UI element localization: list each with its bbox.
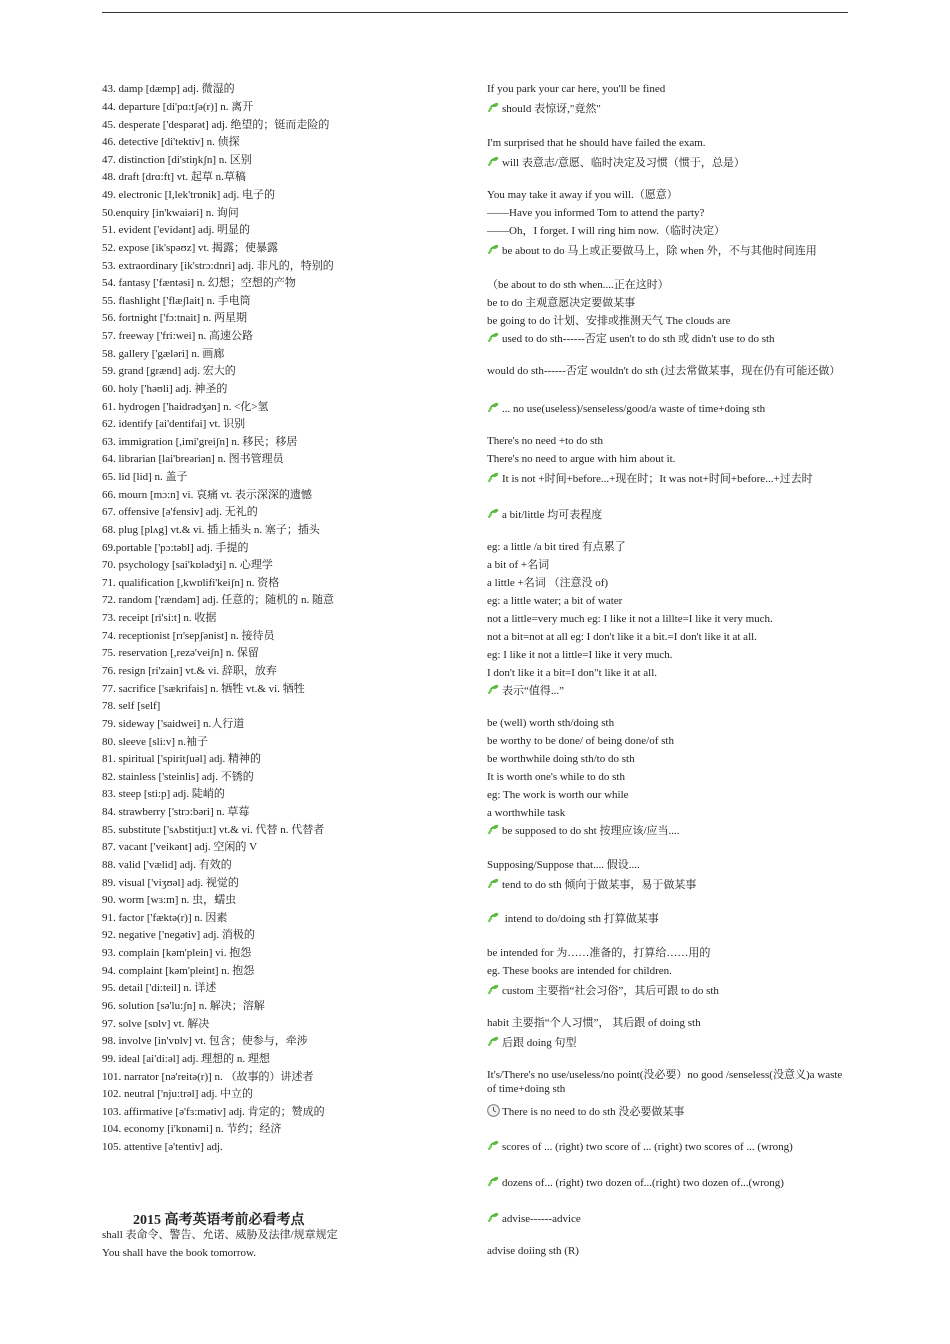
vocab-entry: 87. vacant ['veikənt] adj. 空闲的 V (102, 841, 258, 853)
leaf-bullet-icon (487, 1212, 499, 1223)
vocab-entry: 102. neutral ['nju:trəl] adj. 中立的 (102, 1088, 254, 1100)
note-line (487, 434, 849, 448)
vocab-entry: 89. visual ['viʒʊəl] adj. 视觉的 (102, 877, 239, 889)
note-text: eg: a little water; a bit of water (487, 595, 623, 607)
note-line (487, 594, 849, 608)
note-line (487, 878, 849, 892)
vocab-entry: 93. complain [kəm'plein] vi. 抱怨 (102, 947, 252, 959)
header-rule (102, 12, 848, 13)
note-text: be worthy to be done/ of being done/of sth (487, 735, 674, 747)
clock-icon (487, 1104, 500, 1117)
vocab-entry: 56. fortnight ['fɔ:tnait] n. 两星期 (102, 312, 247, 324)
note-text: ... no use(useless)/senseless/good/a waste of time+doing sth (502, 403, 766, 415)
note-text: should 表惊讶,"竟然" (502, 103, 601, 115)
shall-usage-line: shall 表命令、警告、允诺、威胁及法律/规章规定 (102, 1229, 338, 1241)
note-text: You may take it away if you will.（愿意） (487, 189, 678, 201)
note-line (487, 752, 849, 766)
note-text: There's no need +to do sth (487, 435, 604, 447)
note-line (487, 102, 849, 116)
note-line (487, 716, 849, 730)
note-text: 表示“值得...” (502, 685, 565, 697)
note-line (487, 788, 849, 802)
vocab-entry: 54. fantasy ['fæntəsi] n. 幻想；空想的产物 (102, 277, 296, 289)
note-line (487, 82, 849, 96)
leaf-bullet-icon (487, 824, 499, 835)
note-line (487, 612, 849, 626)
vocab-entry: 96. solution [sə'lu:ʃn] n. 解决；溶解 (102, 1000, 265, 1012)
note-line (487, 1244, 849, 1258)
vocab-entry: 81. spiritual ['spiritʃuəl] adj. 精神的 (102, 753, 262, 765)
note-line (487, 1104, 849, 1119)
vocab-entry: 57. freeway ['fri:wei] n. 高速公路 (102, 330, 254, 342)
note-line (487, 806, 849, 820)
vocab-entry: 76. resign [ri'zain] vt.& vi. 辞职，放弃 (102, 665, 277, 677)
note-text: be to do 主观意愿决定要做某事 (487, 297, 636, 309)
note-line (487, 1068, 849, 1096)
note-text: It is not +时间+before...+现在时；It was not+时间+before...+过去时 (502, 473, 813, 485)
note-line (487, 558, 849, 572)
note-text: be worthwhile doing sth/to do sth (487, 753, 635, 765)
vocab-entry: 43. damp [dæmp] adj. 微湿的 (102, 83, 235, 95)
vocab-entry: 103. affirmative [ə'fɜ:mətiv] adj. 肯定的；赞成的 (102, 1106, 325, 1118)
note-text: scores of ... (right) two score of ... (right) two scores of ... (wrong) (502, 1141, 793, 1153)
note-line (487, 1212, 849, 1226)
note-text: （be about to do sth when....正在这时） (487, 279, 669, 291)
note-line (487, 648, 849, 662)
note-text: It's/There's no use/useless/no point(没必要）no good /senseless(没意义)a waste of time+doing sth (487, 1069, 843, 1095)
note-line (487, 508, 849, 522)
note-text: be (well) worth sth/doing sth (487, 717, 615, 729)
note-line (487, 188, 849, 202)
vocab-entry: 44. departure [di'pɑ:tʃə(r)] n. 离开 (102, 101, 254, 113)
note-text: ——Have you informed Tom to attend the party? (487, 207, 705, 219)
vocab-entry: 48. draft [drɑ:ft] vt. 起草 n.草稿 (102, 171, 246, 183)
note-text: eg: a little /a bit tired 有点累了 (487, 541, 626, 553)
note-line (487, 1140, 849, 1154)
vocab-entry: 66. mourn [mɔ:n] vi. 哀痛 vt. 表示深深的遗憾 (102, 489, 312, 501)
vocab-entry: 105. attentive [ə'tentiv] adj. (102, 1141, 223, 1153)
note-line (487, 452, 849, 466)
vocab-entry: 49. electronic [I,lek'trɒnik] adj. 电子的 (102, 189, 275, 201)
vocab-entry: 98. involve [in'vɒlv] vt. 包含；使参与，牵涉 (102, 1035, 308, 1047)
vocab-entry: 92. negative ['negətiv] adj. 消极的 (102, 929, 255, 941)
vocab-entry: 70. psychology [sai'kɒlədʒi] n. 心理学 (102, 559, 273, 571)
vocab-entry: 72. random ['rændəm] adj. 任意的；随机的 n. 随意 (102, 594, 335, 606)
note-line (487, 770, 849, 784)
note-line (487, 912, 849, 926)
note-text: a bit of +名词 (487, 559, 550, 571)
note-line (487, 224, 849, 238)
vocab-entry: 45. desperate ['despərət] adj. 绝望的；铤而走险的 (102, 119, 330, 131)
note-text: habit 主要指“个人习惯”， 其后跟 of doing sth (487, 1017, 701, 1029)
note-text: eg. These books are intended for children. (487, 965, 672, 977)
note-line (487, 314, 849, 328)
note-line (487, 206, 849, 220)
vocab-entry: 64. librarian [lai'breəriən] n. 图书管理员 (102, 453, 284, 465)
vocab-entry: 58. gallery ['gæləri] n. 画廊 (102, 348, 225, 360)
vocab-entry: 51. evident ['evidənt] adj. 明显的 (102, 224, 251, 236)
note-text: ——Oh，I forget. I will ring him now.（临时决定） (487, 225, 726, 237)
vocab-entry: 62. identify [ai'dentifai] vt. 识别 (102, 418, 246, 430)
vocab-entry: 83. steep [sti:p] adj. 陡峭的 (102, 788, 225, 800)
note-line (487, 858, 849, 872)
note-text: a worthwhile task (487, 807, 566, 819)
note-line (487, 332, 849, 346)
vocab-entry: 55. flashlight ['flæʃlait] n. 手电筒 (102, 295, 251, 307)
leaf-bullet-icon (487, 472, 499, 483)
note-text: a bit/little 均可表程度 (502, 509, 603, 521)
shall-example-line: You shall have the book tomorrow. (102, 1247, 256, 1259)
vocab-entry: 71. qualification [,kwɒlifi'keiʃn] n. 资格 (102, 577, 280, 589)
vocab-entry: 101. narrator [nə'reitə(r)] n. （故事的）讲述者 (102, 1071, 314, 1083)
vocab-entry: 68. plug [plʌg] vt.& vi. 插上插头 n. 塞子；插头 (102, 524, 320, 536)
note-text: tend to do sth 倾向于做某事，易于做某事 (502, 879, 697, 891)
note-text: be supposed to do sht 按理应该/应当.... (502, 825, 680, 837)
note-line (487, 824, 849, 838)
note-line (487, 472, 849, 486)
vocab-entry: 46. detective [di'tektiv] n. 侦探 (102, 136, 240, 148)
note-text: eg: The work is worth our while (487, 789, 629, 801)
vocab-entry: 99. ideal [ai'di:əl] adj. 理想的 n. 理想 (102, 1053, 270, 1065)
vocab-entry: 85. substitute ['sʌbstitju:t] vt.& vi. 代替 n. 代替者 (102, 824, 325, 836)
note-text: Supposing/Suppose that.... 假设.... (487, 859, 640, 871)
note-line (487, 364, 849, 378)
vocab-entry: 84. strawberry ['strɔ:bəri] n. 草莓 (102, 806, 250, 818)
vocab-entry: 74. receptionist [rɪ'sepʃənist] n. 接待员 (102, 630, 275, 642)
vocab-entry: 78. self [self] (102, 700, 161, 712)
note-text: advise doiing sth (R) (487, 1245, 579, 1257)
vocab-entry: 80. sleeve [sli:v] n.袖子 (102, 736, 209, 748)
note-line (487, 278, 849, 292)
vocab-entry: 65. lid [lid] n. 盖子 (102, 471, 188, 483)
note-line (487, 946, 849, 960)
note-text: eg: I like it not a little=I like it very much. (487, 649, 673, 661)
note-text: dozens of... (right) two dozen of...(right) two dozen of...(wrong) (502, 1177, 784, 1189)
vocab-entry: 88. valid ['vælid] adj. 有效的 (102, 859, 232, 871)
vocab-entry: 77. sacrifice ['sækrifais] n. 牺牲 vt.& vi. 牺牲 (102, 683, 305, 695)
leaf-bullet-icon (487, 102, 499, 113)
vocab-entry: 61. hydrogen ['haidrədʒən] n. <化>氢 (102, 401, 269, 413)
note-line (487, 1016, 849, 1030)
leaf-bullet-icon (487, 332, 499, 343)
note-line (487, 156, 849, 170)
note-text: be intended for 为……准备的，打算给……用的 (487, 947, 711, 959)
note-line (487, 1036, 849, 1050)
leaf-bullet-icon (487, 402, 499, 413)
note-line (487, 1176, 849, 1190)
leaf-bullet-icon (487, 156, 499, 167)
note-line (487, 734, 849, 748)
vocab-entry: 97. solve [sɒlv] vt. 解决 (102, 1018, 210, 1030)
leaf-bullet-icon (487, 684, 499, 695)
note-text: not a little=very much eg: I like it not a lillte=I like it very much. (487, 613, 773, 625)
leaf-bullet-icon (487, 1176, 499, 1187)
note-text: would do sth------否定 wouldn't do sth (过去常做某事，现在仍有可能还做） (487, 365, 841, 377)
vocab-entry: 63. immigration [,imi'greiʃn] n. 移民；移居 (102, 436, 298, 448)
vocab-entry: 73. receipt [ri'si:t] n. 收据 (102, 612, 217, 624)
leaf-bullet-icon (487, 1036, 499, 1047)
note-text: There's no need to argue with him about it. (487, 453, 676, 465)
leaf-bullet-icon (487, 984, 499, 995)
note-line (487, 136, 849, 150)
note-text: a little +名词 （注意没 of) (487, 577, 609, 589)
vocab-entry: 47. distinction [di'stiŋkʃn] n. 区别 (102, 154, 252, 166)
note-line (487, 630, 849, 644)
note-text: not a bit=not at all eg: I don't like it a bit.=I don't like it at all. (487, 631, 757, 643)
note-line (487, 540, 849, 554)
note-line (487, 576, 849, 590)
vocab-entry: 50.enquiry [in'kwaiəri] n. 询问 (102, 207, 239, 219)
vocab-entry: 60. holy ['həʊli] adj. 神圣的 (102, 383, 228, 395)
vocab-entry: 95. detail ['di:teil] n. 详述 (102, 982, 217, 994)
vocab-entry: 79. sideway ['saidwei] n.人行道 (102, 718, 245, 730)
leaf-bullet-icon (487, 912, 499, 923)
note-line (487, 984, 849, 998)
note-text: will 表意志/意愿、临时决定及习惯（惯于，总是） (502, 157, 745, 169)
note-text: advise------advice (502, 1213, 581, 1225)
note-text: It is worth one's while to do sth (487, 771, 625, 783)
vocab-entry: 104. economy [i'kɒnəmi] n. 节约；经济 (102, 1123, 282, 1135)
leaf-bullet-icon (487, 1140, 499, 1151)
note-line (487, 964, 849, 978)
note-text: used to do sth------否定 usen't to do sth 或 didn't use to do sth (502, 333, 775, 345)
vocab-entry: 82. stainless ['steinlis] adj. 不锈的 (102, 771, 254, 783)
vocab-entry: 69.portable ['pɔ:təbl] adj. 手提的 (102, 542, 249, 554)
note-text: be about to do 马上或正要做马上，除 when 外，不与其他时间连用 (502, 245, 817, 257)
leaf-bullet-icon (487, 508, 499, 519)
note-line (487, 244, 849, 258)
vocab-entry: 53. extraordinary [ik'strɔ:dnri] adj. 非凡的，特别的 (102, 260, 334, 272)
vocab-entry: 90. worm [wɜ:m] n. 虫，蠕虫 (102, 894, 237, 906)
note-text: intend to do/doing sth 打算做某事 (502, 913, 659, 925)
vocab-entry: 94. complaint [kəm'pleint] n. 抱怨 (102, 965, 255, 977)
leaf-bullet-icon (487, 244, 499, 255)
vocab-entry: 59. grand [grænd] adj. 宏大的 (102, 365, 236, 377)
leaf-bullet-icon (487, 878, 499, 889)
note-text: I don't like it a bit=I don"t like it at all. (487, 667, 658, 679)
vocab-entry: 91. factor ['fæktə(r)] n. 因素 (102, 912, 228, 924)
vocab-entry: 67. offensive [ə'fensiv] adj. 无礼的 (102, 506, 258, 518)
vocab-entry: 52. expose [ik'spəʊz] vt. 揭露；使暴露 (102, 242, 279, 254)
note-line (487, 402, 849, 416)
note-text: I'm surprised that he should have failed the exam. (487, 137, 706, 149)
note-text: 后跟 doing 句型 (502, 1037, 577, 1049)
vocab-entry: 75. reservation [,rezə'veiʃn] n. 保留 (102, 647, 259, 659)
note-line (487, 666, 849, 680)
note-text: If you park your car here, you'll be fined (487, 83, 666, 95)
note-text: There is no need to do sth 没必要做某事 (502, 1106, 685, 1118)
note-text: be going to do 计划、安排或推测天气 The clouds are (487, 315, 731, 327)
note-text: custom 主要指“社会习俗”，其后可跟 to do sth (502, 985, 719, 997)
note-line (487, 684, 849, 698)
section-heading: 2015 高考英语考前必看考点 (133, 1213, 305, 1228)
note-line (487, 296, 849, 310)
